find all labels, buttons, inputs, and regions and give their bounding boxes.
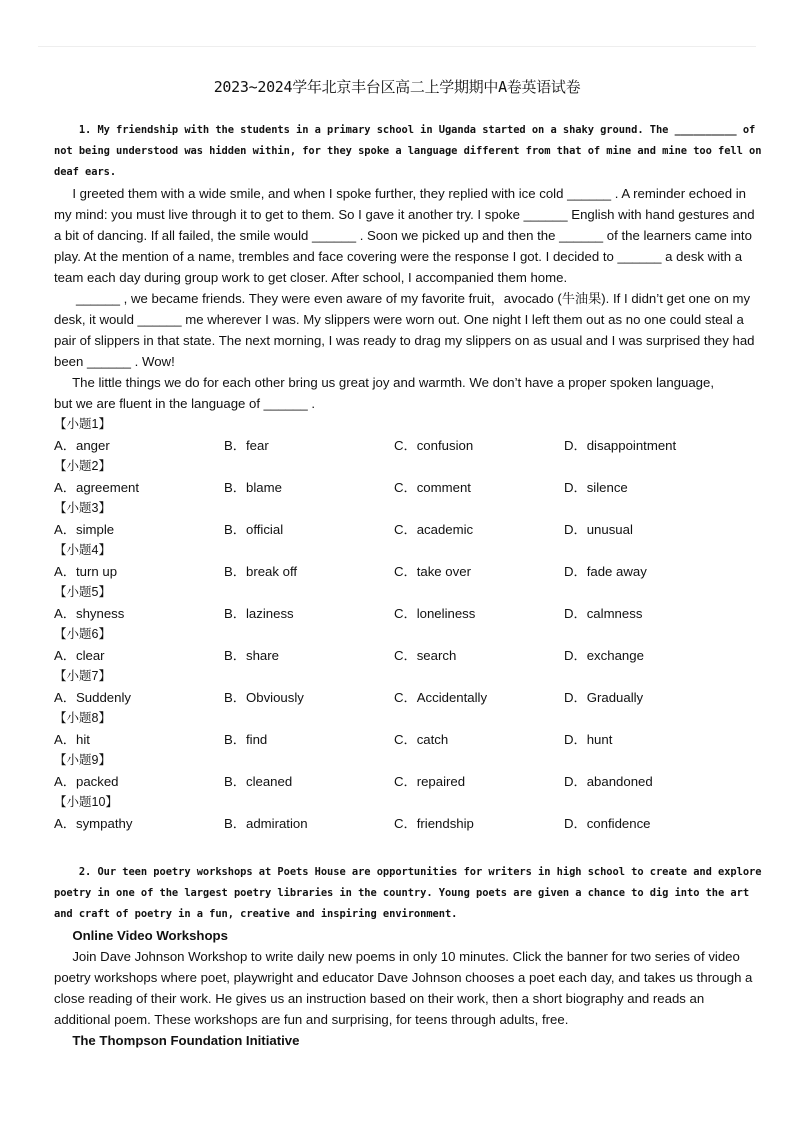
q1-questions: [54, 414, 744, 834]
option-row: [54, 645, 744, 666]
text-line: 1. My friendship with the students in a primary school in Uganda started on a shaky ground. The __________ of: [54, 124, 756, 136]
text-line: pair of slippers in that state. The next morning, I was ready to drag my slippers on as usual and I was surprised they had: [54, 333, 755, 348]
answer-option[interactable]: D．fade away: [564, 564, 647, 579]
answer-option[interactable]: D．unusual: [564, 522, 633, 537]
answer-option[interactable]: A．anger: [54, 438, 110, 453]
text-line: poetry in one of the largest poetry libraries in the country. Young poets are given a chance to dig into the art: [54, 887, 750, 899]
q1-passage: [54, 183, 755, 414]
question-label: 【小题4】: [54, 543, 111, 557]
question-label: 【小题9】: [54, 753, 111, 767]
answer-option[interactable]: B．official: [224, 522, 284, 537]
answer-option[interactable]: D．disappointment: [564, 438, 677, 453]
q2-body: [54, 925, 753, 1051]
option-row: [54, 435, 744, 456]
option-row: [54, 729, 744, 750]
text-line: but we are fluent in the language of ______ .: [54, 396, 316, 411]
question-label: 【小题3】: [54, 501, 111, 515]
answer-option[interactable]: A．clear: [54, 648, 105, 663]
answer-option[interactable]: D．exchange: [564, 648, 644, 663]
text-line: play. At the mention of a name, trembles and face covering were the response I got. I decided to ______ a desk with a: [54, 249, 743, 264]
option-row: [54, 771, 744, 792]
section-heading-online-video-workshops: Online Video Workshops: [54, 928, 228, 943]
answer-option[interactable]: A．shyness: [54, 606, 125, 621]
page-top-border: [38, 46, 756, 47]
text-line: desk, it would ______ me wherever I was. My slippers were worn out. One night I left them out as no one could steal a: [54, 312, 744, 327]
answer-option[interactable]: C．Accidentally: [394, 690, 488, 705]
answer-option[interactable]: C．repaired: [394, 774, 466, 789]
answer-option[interactable]: D．confidence: [564, 816, 651, 831]
option-row: [54, 477, 744, 498]
q1-intro: [54, 120, 762, 183]
question-label: 【小题6】: [54, 627, 111, 641]
question-label: 【小题5】: [54, 585, 111, 599]
answer-option[interactable]: B．break off: [224, 564, 298, 579]
text-line: a bit of dancing. If all failed, the smile would ______ . Soon we picked up and then the ______ of the learners came into: [54, 228, 752, 243]
answer-option[interactable]: A．packed: [54, 774, 119, 789]
q2-intro: [54, 862, 762, 925]
option-row: [54, 519, 744, 540]
answer-option[interactable]: D．abandoned: [564, 774, 653, 789]
text-line: additional poem. These workshops are fun and surprising, for teens through adults, free.: [54, 1012, 569, 1027]
answer-option[interactable]: C．loneliness: [394, 606, 476, 621]
question-label: 【小题7】: [54, 669, 111, 683]
answer-option[interactable]: C．take over: [394, 564, 471, 579]
text-line: and craft of poetry in a fun, creative and inspiring environment.: [54, 908, 458, 920]
text-line: my mind: you must live through it to get to them. So I gave it another try. I spoke ______ English with hand gestures and: [54, 207, 755, 222]
answer-option[interactable]: D．calmness: [564, 606, 643, 621]
question-label: 【小题1】: [54, 417, 111, 431]
answer-option[interactable]: C．confusion: [394, 438, 474, 453]
text-line: The little things we do for each other bring us great joy and warmth. We don’t have a proper spoken language,: [54, 375, 715, 390]
q2-passage: [54, 946, 753, 1030]
answer-option[interactable]: C．academic: [394, 522, 474, 537]
answer-option[interactable]: C．comment: [394, 480, 471, 495]
answer-option[interactable]: A．hit: [54, 732, 90, 747]
answer-option[interactable]: A．agreement: [54, 480, 140, 495]
answer-option[interactable]: D．hunt: [564, 732, 613, 747]
option-row: [54, 813, 744, 834]
text-line: poetry workshops where poet, playwright and educator Dave Johnson chooses a poet each day, and takes us through a: [54, 970, 753, 985]
answer-option[interactable]: B．admiration: [224, 816, 308, 831]
answer-option[interactable]: B．find: [224, 732, 268, 747]
text-line: team each day during group work to get closer. After school, I accompanied them home.: [54, 270, 568, 285]
answer-option[interactable]: C．friendship: [394, 816, 474, 831]
page-title: 2023~2024学年北京丰台区高二上学期期中A卷英语试卷: [213, 78, 581, 96]
answer-option[interactable]: B．share: [224, 648, 279, 663]
answer-option[interactable]: A．turn up: [54, 564, 118, 579]
answer-option[interactable]: C．search: [394, 648, 457, 663]
answer-option[interactable]: B．laziness: [224, 606, 294, 621]
answer-option[interactable]: D．silence: [564, 480, 628, 495]
text-line: I greeted them with a wide smile, and when I spoke further, they replied with ice cold ______ . A reminder echoed in: [54, 186, 747, 201]
option-row: [54, 561, 744, 582]
answer-option[interactable]: A．sympathy: [54, 816, 133, 831]
text-line: 2. Our teen poetry workshops at Poets House are opportunities for writers in high school to create and explore: [54, 866, 762, 878]
answer-option[interactable]: B．Obviously: [224, 690, 304, 705]
question-label: 【小题8】: [54, 711, 111, 725]
text-line: not being understood was hidden within, for they spoke a language different from that of mine and mine too fell on: [54, 145, 762, 157]
text-line: ______ , we became friends. They were even aware of my favorite fruit，avocado (牛油果). If I didn’t get one on my: [54, 291, 751, 306]
option-row: [54, 603, 744, 624]
question-label: 【小题10】: [54, 795, 118, 809]
text-line: close reading of their work. He gives us an instruction based on their work, then a short biography and reads an: [54, 991, 705, 1006]
text-line: Join Dave Johnson Workshop to write daily new poems in only 10 minutes. Click the banner for two series of video: [54, 949, 740, 964]
answer-option[interactable]: A．simple: [54, 522, 115, 537]
answer-option[interactable]: B．blame: [224, 480, 282, 495]
answer-option[interactable]: B．cleaned: [224, 774, 293, 789]
text-line: been ______ . Wow!: [54, 354, 175, 369]
answer-option[interactable]: B．fear: [224, 438, 269, 453]
section-heading-thompson-foundation: The Thompson Foundation Initiative: [54, 1033, 300, 1048]
answer-option[interactable]: C．catch: [394, 732, 449, 747]
question-label: 【小题2】: [54, 459, 111, 473]
text-line: deaf ears.: [54, 166, 117, 178]
option-row: [54, 687, 744, 708]
answer-option[interactable]: D．Gradually: [564, 690, 644, 705]
answer-option[interactable]: A．Suddenly: [54, 690, 131, 705]
